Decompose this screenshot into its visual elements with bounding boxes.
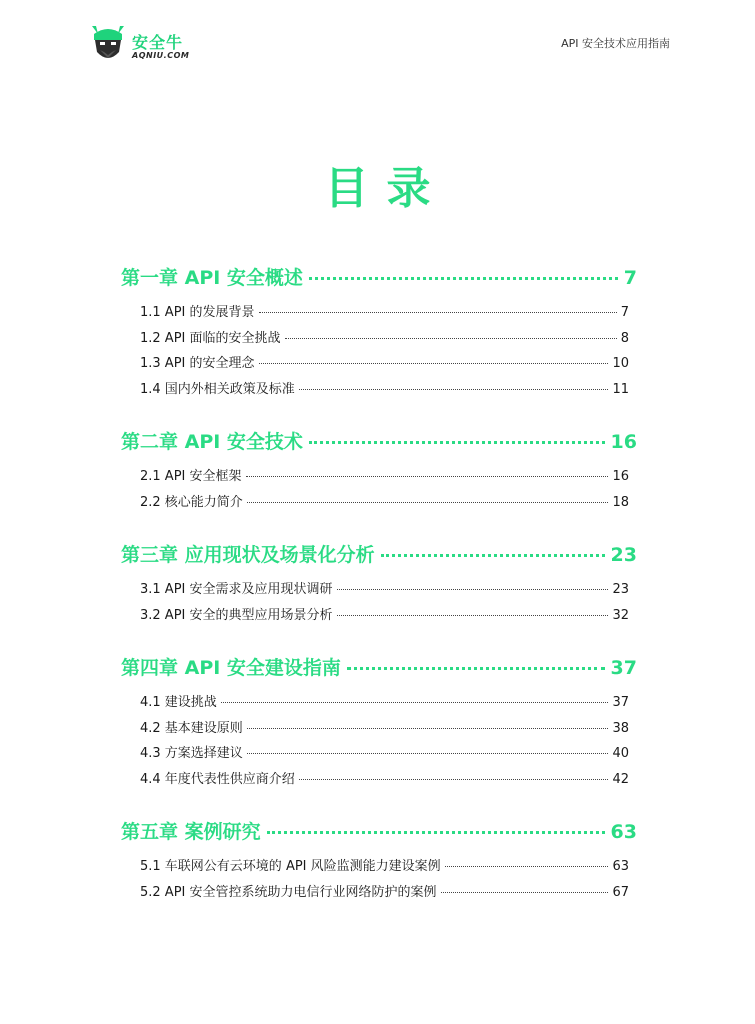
chapter-title: 第二章 API 安全技术 xyxy=(121,431,303,453)
table-of-contents xyxy=(121,255,637,906)
section-page: 18 xyxy=(612,494,629,510)
toc-section[interactable] xyxy=(140,691,629,717)
toc-chapter[interactable] xyxy=(121,540,637,568)
toc-chapter[interactable] xyxy=(121,653,637,681)
dot-leader xyxy=(285,338,617,339)
dot-leader xyxy=(247,728,609,729)
section-title: 3.1 API 安全需求及应用现状调研 xyxy=(140,582,333,597)
section-title: 5.2 API 安全管控系统助力电信行业网络防护的案例 xyxy=(140,884,437,900)
section-page: 10 xyxy=(612,356,629,371)
toc-section[interactable] xyxy=(140,491,629,517)
toc-section[interactable] xyxy=(140,881,629,907)
dot-leader xyxy=(299,389,609,390)
section-page: 42 xyxy=(612,771,629,787)
toc-section[interactable] xyxy=(140,465,629,491)
section-title: 1.3 API 的安全理念 xyxy=(140,356,255,371)
chapter-page: 63 xyxy=(610,821,637,843)
dot-leader xyxy=(445,866,609,867)
viking-helmet-icon xyxy=(88,22,128,66)
dot-leader xyxy=(299,779,609,780)
chapter-page: 7 xyxy=(623,267,637,289)
chapter-page: 23 xyxy=(610,544,637,566)
dot-leader xyxy=(347,667,605,670)
toc-section[interactable] xyxy=(140,768,629,794)
section-title: 5.1 车联网公有云环境的 API 风险监测能力建设案例 xyxy=(140,859,441,874)
dot-leader xyxy=(309,441,605,444)
dot-leader xyxy=(441,892,609,893)
toc-section[interactable] xyxy=(140,742,629,768)
section-title: 4.4 年度代表性供应商介绍 xyxy=(140,771,295,787)
dot-leader xyxy=(309,277,618,280)
chapter-title: 第五章 案例研究 xyxy=(121,821,261,843)
page-header xyxy=(0,0,755,80)
dot-leader xyxy=(221,702,609,703)
section-page: 23 xyxy=(612,582,629,597)
chapter-page: 16 xyxy=(610,431,637,453)
chapter-title: 第一章 API 安全概述 xyxy=(121,267,303,289)
section-page: 32 xyxy=(612,607,629,623)
toc-section[interactable] xyxy=(140,604,629,630)
dot-leader xyxy=(337,589,609,590)
toc-section[interactable] xyxy=(140,578,629,604)
chapter-title: 第三章 应用现状及场景化分析 xyxy=(121,544,375,566)
section-title: 1.2 API 面临的安全挑战 xyxy=(140,330,281,346)
toc-section[interactable] xyxy=(140,855,629,881)
toc-chapter[interactable] xyxy=(121,427,637,455)
dot-leader xyxy=(247,753,609,754)
toc-chapter[interactable] xyxy=(121,263,637,291)
section-page: 8 xyxy=(620,330,629,346)
toc-section[interactable] xyxy=(140,378,629,404)
section-page: 7 xyxy=(620,305,629,320)
section-page: 38 xyxy=(612,720,629,736)
chapter-page: 37 xyxy=(610,657,637,679)
dot-leader xyxy=(267,831,605,834)
dot-leader xyxy=(259,363,609,364)
section-page: 11 xyxy=(612,381,629,397)
chapter-title: 第四章 API 安全建设指南 xyxy=(121,657,341,679)
toc-section[interactable] xyxy=(140,327,629,353)
section-page: 37 xyxy=(612,695,629,710)
document-title: API 安全技术应用指南 xyxy=(561,37,670,50)
section-title: 1.4 国内外相关政策及标准 xyxy=(140,381,295,397)
aqniu-logo xyxy=(88,22,198,66)
dot-leader xyxy=(259,312,617,313)
section-title: 4.1 建设挑战 xyxy=(140,695,217,710)
toc-chapter[interactable] xyxy=(121,817,637,845)
section-title: 4.2 基本建设原则 xyxy=(140,720,243,736)
dot-leader xyxy=(246,476,609,477)
dot-leader xyxy=(337,615,609,616)
section-page: 16 xyxy=(612,469,629,484)
toc-section[interactable] xyxy=(140,301,629,327)
section-title: 2.2 核心能力简介 xyxy=(140,494,243,510)
toc-section[interactable] xyxy=(140,352,629,378)
section-page: 40 xyxy=(612,746,629,761)
logo-subtext: AQNIU.COM xyxy=(132,51,190,60)
toc-section[interactable] xyxy=(140,717,629,743)
section-title: 4.3 方案选择建议 xyxy=(140,746,243,761)
dot-leader xyxy=(381,554,605,557)
section-page: 63 xyxy=(612,859,629,874)
section-title: 2.1 API 安全框架 xyxy=(140,469,242,484)
section-page: 67 xyxy=(612,884,629,900)
dot-leader xyxy=(247,502,609,503)
section-title: 1.1 API 的发展背景 xyxy=(140,305,255,320)
section-title: 3.2 API 安全的典型应用场景分析 xyxy=(140,607,333,623)
page-title: 目录 xyxy=(324,163,449,214)
logo-text: 安全牛 xyxy=(132,33,184,52)
